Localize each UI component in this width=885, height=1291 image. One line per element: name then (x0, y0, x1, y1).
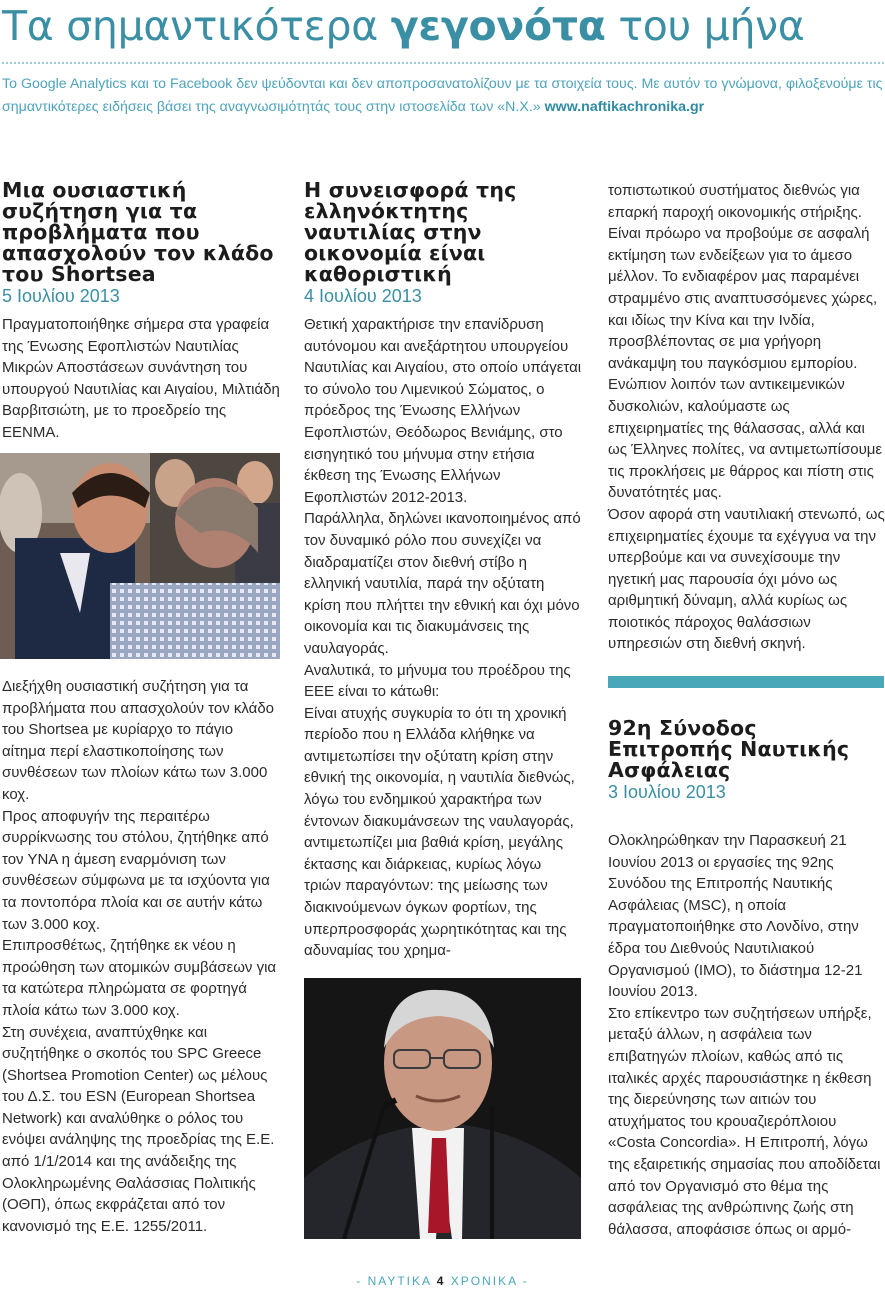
article-1-photo (0, 453, 280, 659)
section-divider-bar (608, 676, 884, 688)
article-2-paragraph: Παράλληλα, δηλώνει ικανοποιημένος από τον δυναμικό ρόλο που συνεχίζει να διαδραματίζει στον διεθνή στίβο η ελληνική ναυτιλία, παρά την οξύτατη κρίση που πλήττει την εθνική και όχι μόνο οικονομία και τις διακυμάνσεις της ναυλαγοράς. (304, 510, 581, 657)
article-1-date: 5 Ιουλίου 2013 (2, 286, 120, 306)
article-2-paragraph: Είναι ατυχής συγκυρία το ότι τη χρονική περίοδο που η Ελλάδα κλήθηκε να αντιμετωπίσει την οξύτατη κρίση στην εθνική της οικονομία, η ναυτιλία διεθνώς, λόγω του ενδημικού χαρακτήρα των έντονων διακυμάνσεων της ναυλαγοράς, αντιμετωπίζει μια βαθιά κρίση, μεγάλης έκτασης και διάρκειας, κυρίως λόγω τριών παραγόντων: της μείωσης των διακινούμενων όγκων φορτίων, της υπερπροσφοράς χωρητικότητας και της αδυναμίας του χρημα- (304, 704, 575, 960)
article-3-body (608, 830, 885, 1240)
article-1-lead-block (2, 314, 280, 444)
article-1-lead: Πραγματοποιήθηκε σήμερα στα γραφεία της Ένωσης Εφοπλιστών Ναυτιλίας Μικρών Αποστάσεων συνάντηση του υπουργού Ναυτιλίας και Αιγαίου, Μιλτιάδη Βαρβιτσιώτη, με το προεδρείο της ΕΕΝΜΑ. (2, 316, 280, 441)
site-link[interactable]: www.naftikachronika.gr (544, 99, 705, 115)
footer-left: - ΝΑΥΤΙΚΑ (356, 1274, 432, 1288)
article-1-paragraph: Προς αποφυγήν της περαιτέρω συρρίκνωσης του στόλου, ζητήθηκε από τον ΥΝΑ η άμεση εναρμόνιση των συνθέσεων σύμφωνα με τα ισχύοντα για τα ποντοπόρα πλοία και σε αυτήν κάτω των 3.000 κοχ. (2, 807, 270, 933)
article-1-paragraph: Διεξήχθη ουσιαστική συζήτηση για τα προβλήματα που απασχολούν τον κλάδο του Shortsea με κυρίαρχο το πάγιο αίτημα περί ελαστικοποίησης των συνθέσεων των πλοίων κάτω των 3.000 κοχ. (2, 678, 275, 803)
footer-right: ΧΡΟΝΙΚΑ - (450, 1274, 529, 1288)
intro-text: Το Google Analytics και το Facebook δεν ψεύδονται και δεν αποπροσανατολίζουν με τα στοιχεία τους. Με αυτόν το γνώμονα, φιλοξενούμε τις σημαντικότερες ειδήσεις βάσει της αναγνωσιμότητάς τους στην ιστοσελίδα των «Ν.Χ.» (2, 76, 883, 115)
article-3-header (608, 718, 885, 803)
article-2-date: 4 Ιουλίου 2013 (304, 286, 422, 306)
article-2-continued-paragraph: Ενώπιον λοιπόν των αντικειμενικών δυσκολιών, καλούμαστε ως επιχειρηματίες της θάλασσας, αλλά και ως Έλληνες πολίτες, να αντιμετωπίσουμε τις προκλήσεις με θάρρος και πίστη στις δυνατότητές μας. (608, 376, 883, 502)
article-2-photo (304, 978, 581, 1239)
header-dotted-divider (2, 62, 884, 64)
article-1-headline: Μια ουσιαστική συζήτηση για τα προβλήματα που απασχολούν τον κλάδο του Shortsea (2, 178, 274, 286)
article-1-paragraph: Στη συνέχεια, αναπτύχθηκε και συζητήθηκε ο σκοπός του SPC Greece (Shortsea Promotion Center) ως μέλους του Δ.Σ. του ESN (European Shortsea Network) και αναλύθηκε ο ρόλος του ενόψει ανάληψης της προεδρίας της Ε.Ε. από 1/1/2014 και της ανάδειξης της Ολοκληρωμένης Θαλάσσιας Πολιτικής (ΟΘΠ), όπως εκφράζεται από τον κανονισμό της Ε.Ε. 1255/2011. (2, 1023, 275, 1235)
handshake-photo (0, 453, 280, 659)
article-2-header (304, 180, 582, 307)
article-1-body (2, 676, 280, 1237)
article-3-headline: 92η Σύνοδος Επιτροπής Ναυτικής Ασφάλειας (608, 716, 850, 782)
title-highlight: γεγονότα (390, 2, 606, 50)
article-1-header (2, 180, 280, 307)
article-3-paragraph: Στο επίκεντρο των συζητήσεων υπήρξε, μεταξύ άλλων, η ασφάλεια των επιβατηγών πλοίων, καθώς από τις ιταλικές αρχές παρουσιάστηκε η έκθεση της διερεύνησης των αιτιών του ατυχήματος του κρουαζιερόπλοιου «Costa Concordia». Η Επιτροπή, λόγω της εξαιρετικής σημασίας που αποδίδεται από τον Οργανισμό στο θέμα της ασφάλειας της ανθρώπινης ζωής στη θάλασσα, αποφάσισε όπως οι αρμό- (608, 1004, 881, 1238)
title-part-1: Τα σημαντικότερα (2, 2, 378, 50)
intro-paragraph (2, 73, 884, 119)
page-number: 4 (436, 1274, 446, 1288)
article-3-date: 3 Ιουλίου 2013 (608, 782, 726, 802)
article-1-paragraph: Επιπροσθέτως, ζητήθηκε εκ νέου η προώθηση των ατομικών συμβάσεων για τα κατώτερα πληρώματα σε φορτηγά πλοία κάτω των 3.000 κοχ. (2, 937, 277, 1019)
speaker-portrait-photo (304, 978, 581, 1239)
article-2-continued-paragraph: τοπιστωτικού συστήματος διεθνώς για επαρκή παροχή οικονομικής στήριξης. Είναι πρόωρο να προβούμε σε ασφαλή εκτίμηση των ενδείξεων για το άμεσο μέλλον. Το ενδιαφέρον μας παραμένει στραμμένο στις αναπτυσσόμενες χώρες, και ιδίως την Κίνα και την Ινδία, προσβλέποντας σε μια γρήγορη ανάκαμψη του παγκόσμιου εμπορίου. (608, 182, 878, 372)
page-footer (0, 1274, 885, 1288)
article-2-continuation (608, 180, 885, 655)
article-2-body (304, 314, 582, 962)
title-part-2: του μήνα (618, 2, 805, 50)
article-3-paragraph: Ολοκληρώθηκαν την Παρασκευή 21 Ιουνίου 2013 οι εργασίες της 92ης Συνόδου της Επιτροπής Ναυτικής Ασφάλειας (MSC), η οποία πραγματοποιήθηκε στο Λονδίνο, στην έδρα του Διεθνούς Ναυτιλιακού Οργανισμού (ΙΜΟ), το διάστημα 12-21 Ιουνίου 2013. (608, 832, 863, 1001)
article-2-paragraph: Αναλυτικά, το μήνυμα του προέδρου της ΕΕΕ είναι το κάτωθι: (304, 661, 571, 701)
article-2-continued-paragraph: Όσον αφορά στη ναυτιλιακή στενωπό, ως επιχειρηματίες έχουμε τα εχέγγυα να την υπερβούμε και να συνεχίσουμε την ηγετική μας παρουσία όχι μόνο ως αριθμητική δύναμη, αλλά κυρίως ως ποιοτικός πάροχος θαλάσσιων υπηρεσιών στη διεθνή σκηνή. (608, 505, 885, 653)
article-2-paragraph: Θετική χαρακτήρισε την επανίδρυση αυτόνομου και ανεξάρτητου υπουργείου Ναυτιλίας και Αιγαίου, στο οποίο υπάγεται το σύνολο του Λιμενικού Σώματος, ο πρόεδρος της Ένωσης Ελλήνων Εφοπλιστών, Θεόδωρος Βενιάμης, στο εισηγητικό του μήνυμα στην ετήσια έκθεση της Ένωσης Ελλήνων Εφοπλιστών 2012-2013. (304, 316, 582, 506)
article-2-headline: Η συνεισφορά της ελληνόκτητης ναυτιλίας στην οικονομία είναι καθοριστική (304, 178, 517, 286)
page-title (2, 2, 804, 50)
